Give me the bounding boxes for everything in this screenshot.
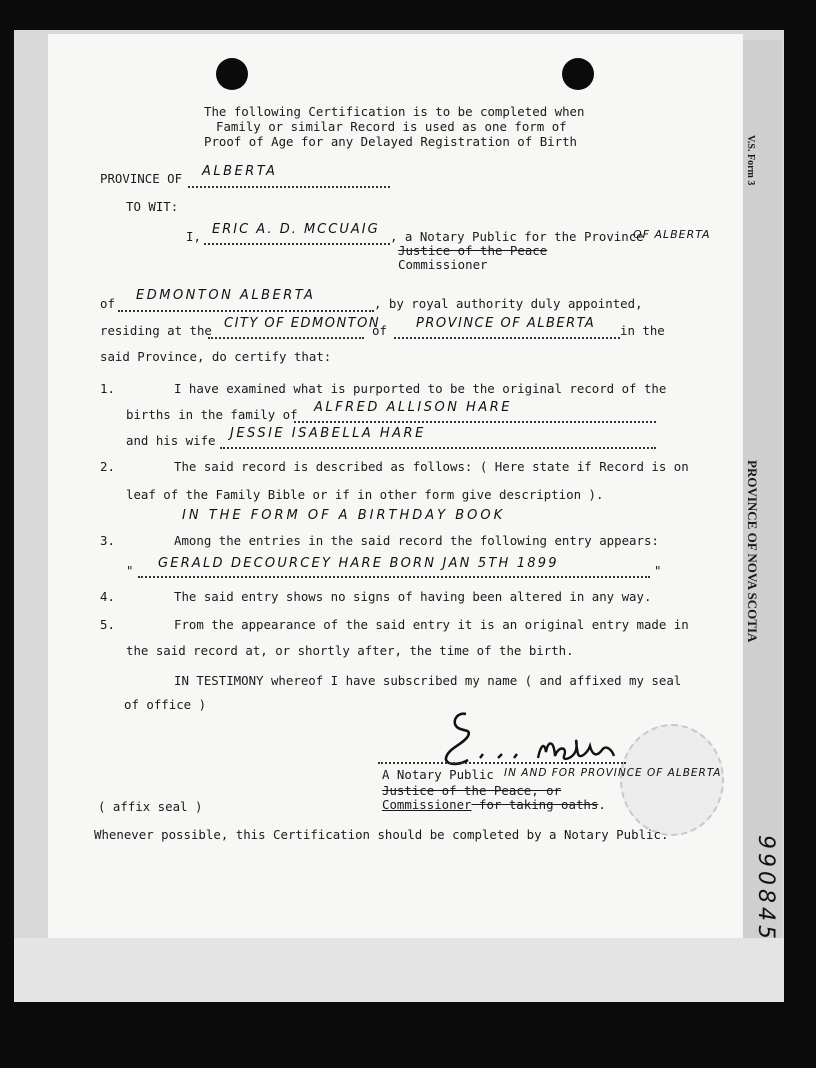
header-line-1: The following Certification is to be completed when <box>204 104 585 119</box>
mother-name: JESSIE ISABELLA HARE <box>230 426 426 441</box>
side-province-label: PROVINCE OF NOVA SCOTIA <box>745 460 760 643</box>
testimony-line-2: of office ) <box>124 697 207 712</box>
residing-suffix: in the <box>620 323 665 338</box>
item-1-line-a: I have examined what is purported to be the original record of the <box>174 381 667 396</box>
notary-signature <box>428 710 638 770</box>
mother-dotted-line <box>220 447 656 449</box>
said-province-text: said Province, do certify that: <box>100 349 332 364</box>
entry-dotted-line <box>138 576 650 578</box>
signature-dotted-line <box>378 762 626 764</box>
notary-title-text: , a Notary Public for the Province <box>390 229 644 244</box>
side-form-label: V.S. Form 3 <box>745 135 756 186</box>
item-4-number: 4. <box>100 589 115 604</box>
item-1-number: 1. <box>100 381 115 396</box>
item-5-line-a: From the appearance of the said entry it is an original entry made in <box>174 617 689 632</box>
to-wit-label: TO WIT: <box>126 199 179 214</box>
residing-province-dotted-line <box>394 337 620 339</box>
place-value: EDMONTON ALBERTA <box>136 288 316 303</box>
header-line-2: Family or similar Record is used as one form of <box>216 119 567 134</box>
item-5-line-b: the said record at, or shortly after, the time of the birth. <box>126 643 574 658</box>
justice-struck-line: Justice of the Peace, or <box>382 783 562 798</box>
commissioner-period: . <box>598 797 606 812</box>
commissioner-struck-line <box>382 798 606 812</box>
item-5-number: 5. <box>100 617 115 632</box>
justice-of-peace-struck: Justice of the Peace <box>398 243 548 258</box>
notary-jurisdiction-handwritten: IN AND FOR PROVINCE OF ALBERTA <box>504 767 722 779</box>
record-form-description: IN THE FORM OF A BIRTHDAY BOOK <box>182 508 506 523</box>
place-dotted-line <box>118 310 374 312</box>
province-value: ALBERTA <box>202 164 278 179</box>
birth-entry: GERALD DECOURCEY HARE BORN JAN 5TH 1899 <box>158 556 559 571</box>
item-1-line-c: and his wife <box>126 433 216 448</box>
residing-province-value: PROVINCE OF ALBERTA <box>416 316 596 331</box>
of-label: of <box>100 296 115 311</box>
bottom-strip <box>14 938 784 1002</box>
item-2-line-a: The said record is described as follows: ( Here state if Record is on <box>174 459 689 474</box>
item-1-line-b: births in the family of <box>126 407 298 422</box>
notary-prefix: I, <box>186 229 201 244</box>
notary-name: ERIC A. D. MCCUAIG <box>212 222 380 237</box>
item-2-number: 2. <box>100 459 115 474</box>
province-label: PROVINCE OF <box>100 171 183 186</box>
city-dotted-line <box>208 337 364 339</box>
item-2-line-b: leaf of the Family Bible or if in other form give description ). <box>126 487 604 502</box>
notary-public-label: A Notary Public <box>382 767 494 782</box>
affix-seal-label: ( affix seal ) <box>98 799 203 814</box>
notary-province-handwritten: OF ALBERTA <box>633 228 711 241</box>
header-line-3: Proof of Age for any Delayed Registration of Birth <box>204 134 577 149</box>
file-number: 990845 <box>753 835 778 943</box>
entry-open-quote: " <box>126 563 134 578</box>
item-4-line: The said entry shows no signs of having been altered in any way. <box>174 589 652 604</box>
royal-authority-text: , by royal authority duly appointed, <box>374 296 643 311</box>
notary-name-dotted-line <box>204 243 390 245</box>
residing-of: of <box>372 323 387 338</box>
entry-close-quote: " <box>654 563 662 578</box>
punch-hole-left <box>216 58 248 90</box>
father-name: ALFRED ALLISON HARE <box>314 400 512 415</box>
commissioner-label: Commissioner <box>398 257 488 272</box>
testimony-line-1: IN TESTIMONY whereof I have subscribed my name ( and affixed my seal <box>174 673 682 688</box>
taking-oaths-struck: for taking oaths <box>471 797 599 812</box>
item-3-line-a: Among the entries in the said record the following entry appears: <box>174 533 659 548</box>
father-dotted-line <box>294 421 656 423</box>
punch-hole-right <box>562 58 594 90</box>
city-value: CITY OF EDMONTON <box>224 316 381 331</box>
footer-note: Whenever possible, this Certification should be completed by a Notary Public. <box>94 827 669 842</box>
certificate-sheet <box>48 34 743 938</box>
province-dotted-line <box>188 186 390 188</box>
commissioner-word: Commissioner <box>382 797 472 812</box>
residing-prefix: residing at the <box>100 323 212 338</box>
item-3-number: 3. <box>100 533 115 548</box>
